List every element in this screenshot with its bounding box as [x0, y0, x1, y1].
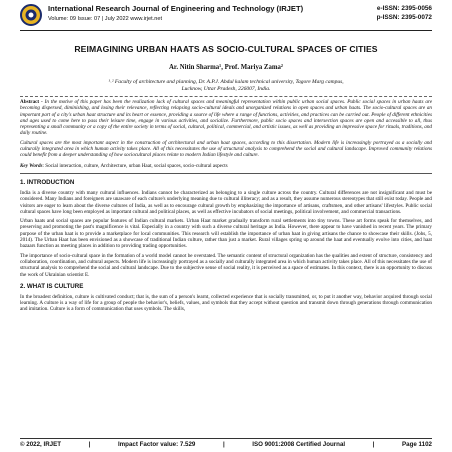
iso-certification: ISO 9001:2008 Certified Journal: [252, 441, 346, 448]
volume-line: Volume: 09 Issue: 07 | July 2022 www.irjet.net: [48, 16, 163, 22]
section-1-paragraph-1: India is a diverse country with many cultural influences. Indians cannot be characterized as belonging to a single culture across the country. Cultural differences are not insignificant and must be considered. Many Indians and foreigners are unaware of each culture's underlying meaning due to cultural illiteracy; and as a result, they assume numerous stereotypes that still exist today. People and visitors are eager to learn about the diverse cultures of India, as well as to encourage cultural growth by emphasizing the importance of artisans, craftsmen, and other artisans' lifestyles. Public social cultural spaces have long been employed as important cultural and political places, as well as effective incubators of social meetings, political involvement, and commercial transactions.: [20, 189, 432, 215]
p-issn: p-ISSN: 2395-0072: [376, 14, 432, 21]
abstract-text: In the motive of this paper has been the realization lack of cultural spaces and meaningful representation within public urban social spaces. Public social spaces in urban haats are becoming dispersed, diminishing, and losing their relevance, reflecting relapsing socio-cultural ideals and unorganized relations in open spaces and urban haats. The socio-cultural spaces are an important part of a city's urban haat structure and its heart or essence, providing a source of life where a range of functions, activities, and practices can be carried out. People of different ethnicities and ages used to come here to pass their leisure time, engage in various activities, and socialize. Furthermore, public socio spaces and intersection spaces are open and accessible to all, thus representing a small community or a copy of the entire society in terms of social, cultural, political, commercial, and artistic issues, as well as providing an impressive space for rituals, traditions, and daily routine.: [20, 99, 432, 137]
e-issn: e-ISSN: 2395-0056: [376, 5, 432, 12]
section-1-paragraph-2: Urban haats and social spaces are popular features of Indian cultural markets. Urban Haat market gradually transform rural settlements into tiny towns. These art forms speak for themselves, and preserving and promoting the past's magnificence is vital. Especially in a country with such a diverse cultural heritage as India. However, there appear to have vanished in recent years. The primary purpose of the urban haat is to provide a marketplace for local communities. This research will establish the importance of urban haat in giving artisans the chance to showcase their skills. (Johs, 5, 2014). The Urban Haat has been envisioned as a showcase of traditional Indian culture, rather than just a market. Rural villages spring up around the haat and eventually evolve into cities, and haat bazaars function as meeting places in addition to providing trading opportunities.: [20, 218, 432, 250]
section-2-heading: 2. WHAT IS CULTURE: [20, 282, 84, 290]
abstract: [20, 99, 432, 137]
journal-name: International Research Journal of Engineering and Technology (IRJET): [48, 4, 304, 13]
keywords-text: : Social interaction, culture, Architecture, urban Haat, social spaces, socio-cultural aspects: [42, 162, 228, 169]
affiliation-line-1: ¹˒² Faculty of architecture and planning, Dr. A.P.J. Abdul kalam technical university, Tagore Marg campus,: [108, 79, 344, 85]
issn-block: [377, 4, 432, 22]
section-1-paragraph-3: The importance of socio-cultural space in the formation of a world model cannot be overstated. The semantic content of structural organization has the qualities and extent of structure, consistency and collaboration, coordination, and cultural aspects. Modern life is increasingly portrayed as a socially and culturally integrated area in which human activity takes place. All of this necessitates the use of structural analysis to comprehend the social and cultural landscape. Due to the subjective sense of social reality, it is perceived as a space of estimates. In this context, there is an opportunity to discuss the work of Ukrainian scientist E.: [20, 252, 432, 278]
page-footer: © 2022, IRJET | Impact Factor value: 7.529 | ISO 9001:2008 Certified Journal | Page 1102: [20, 438, 432, 448]
abstract-label: Abstract -: [20, 99, 43, 105]
impact-factor: Impact Factor value: 7.529: [117, 441, 196, 448]
copyright: © 2022, IRJET: [20, 441, 62, 448]
page-number: Page 1102: [402, 441, 432, 448]
journal-header: [20, 4, 432, 31]
divider: [20, 96, 432, 97]
journal-info: [48, 4, 377, 22]
affiliation: [20, 79, 432, 93]
section-1-heading: 1. INTRODUCTION: [20, 178, 75, 186]
journal-logo-icon: [20, 4, 42, 26]
section-divider: [20, 173, 432, 174]
affiliation-line-2: Lucknow, Uttar Pradesh, 226007, India.: [181, 86, 271, 92]
abstract-paragraph-2: Cultural spaces are the most important aspect in the construction of architectural and urban haat spaces, according to this dissertation. Modern life is increasingly portrayed as a socially and culturally integrated area in which human activity takes place. All of this necessitates the use of structural analysis to comprehend the social and cultural landscape. Improved community relations could benefit from a deeper understanding of how sociocultural places relate to modern Indian lifestyle and culture.: [20, 139, 432, 159]
keywords: [20, 163, 432, 169]
paper-authors: Ar. Nitin Sharma¹, Prof. Mariya Zama²: [169, 64, 283, 71]
section-2-paragraph-1: In the broadest definition, culture is cultivated conduct; that is, the sum of a person's learnt, collected experience that is socially transmitted, or, to put it another way, behavior acquired through social learning. A culture is a way of life for a group of people the behavior's, beliefs, values, and symbols that they accept without question and transmit down through generations through communication and imitation. Culture is a form of communication that uses symbols. The skills,: [20, 293, 432, 313]
keywords-label: Key Words: [20, 162, 43, 169]
paper-title: REIMAGINING URBAN HAATS AS SOCIO-CULTURAL SPACES OF CITIES: [74, 44, 378, 54]
